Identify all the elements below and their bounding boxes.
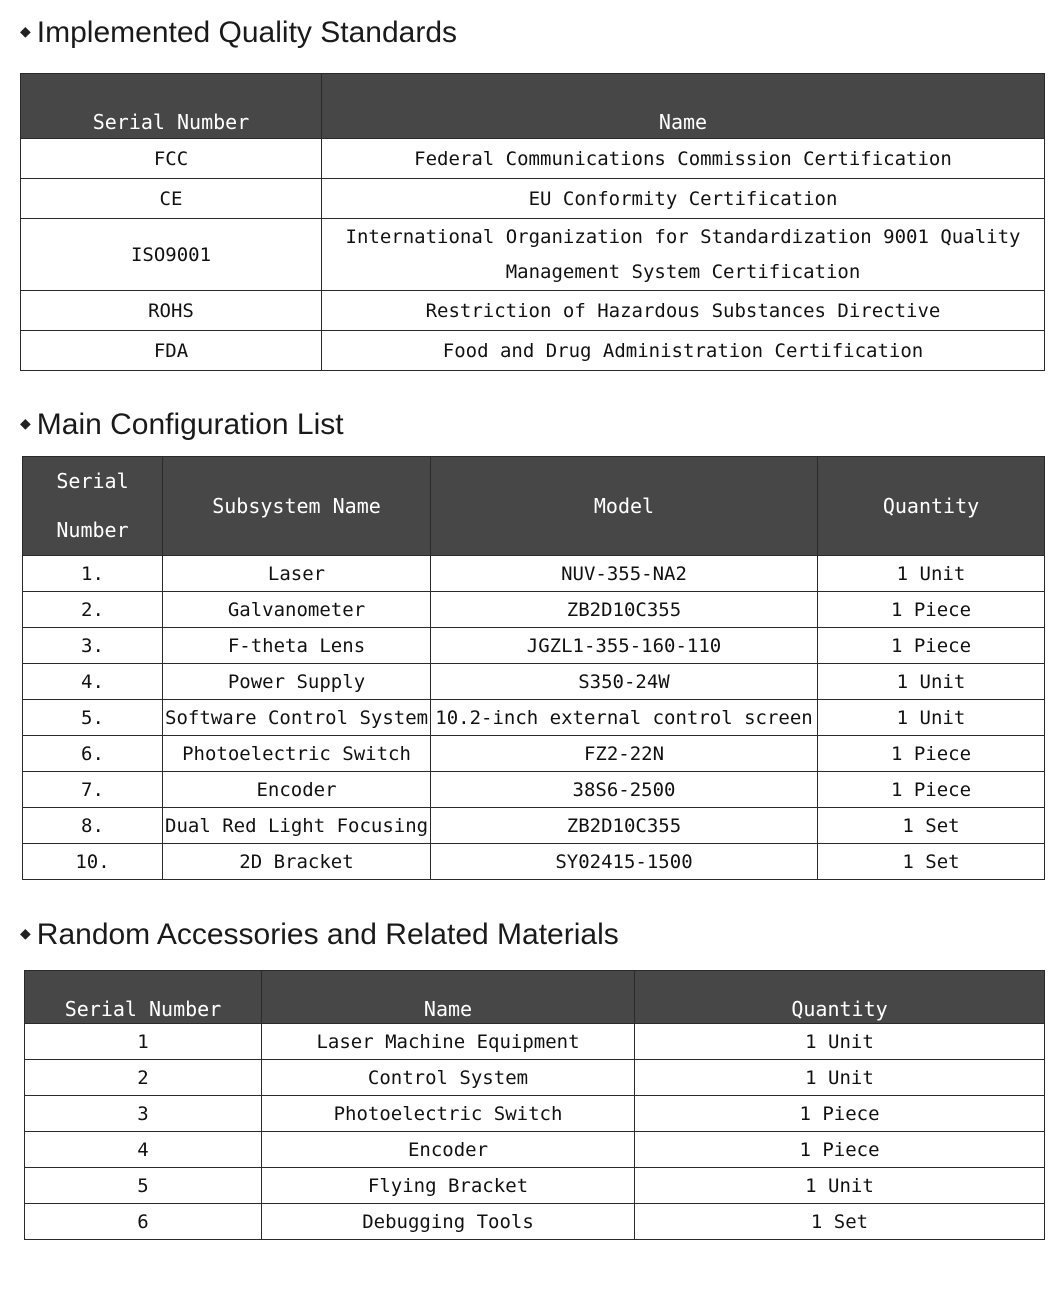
section-title-text: Implemented Quality Standards	[36, 16, 458, 49]
section-title-quality-standards	[20, 16, 457, 50]
table-row	[25, 1168, 1045, 1204]
cell-serial: ISO9001	[21, 219, 322, 291]
header-serial-number: Serial Number	[21, 74, 322, 139]
cell-quantity: 1 Piece	[818, 772, 1045, 808]
cell-quantity: 1 Set	[818, 808, 1045, 844]
cell-name: Laser Machine Equipment	[262, 1024, 635, 1060]
diamond-bullet-icon: ◆	[20, 924, 31, 941]
cell-model: ZB2D10C355	[431, 592, 818, 628]
cell-quantity: 1 Unit	[818, 664, 1045, 700]
cell-serial: ROHS	[21, 291, 322, 331]
table-row	[23, 700, 1045, 736]
table-header-row	[25, 971, 1045, 1024]
cell-subsystem-name: Software Control System	[163, 700, 431, 736]
header-serial-number: Serial Number	[23, 457, 163, 556]
cell-serial: 4	[25, 1132, 262, 1168]
table-row	[25, 1060, 1045, 1096]
table-row	[23, 808, 1045, 844]
cell-serial: 6	[25, 1204, 262, 1240]
table-row	[25, 1132, 1045, 1168]
cell-serial: 10.	[23, 844, 163, 880]
cell-name: Flying Bracket	[262, 1168, 635, 1204]
cell-serial: 2	[25, 1060, 262, 1096]
cell-name: Encoder	[262, 1132, 635, 1168]
random-accessories-table	[24, 970, 1045, 1240]
table-row	[23, 772, 1045, 808]
cell-model: S350-24W	[431, 664, 818, 700]
cell-serial: 1	[25, 1024, 262, 1060]
cell-subsystem-name: Dual Red Light Focusing	[163, 808, 431, 844]
cell-subsystem-name: 2D Bracket	[163, 844, 431, 880]
table-row	[23, 844, 1045, 880]
cell-subsystem-name: Laser	[163, 556, 431, 592]
cell-serial: 5	[25, 1168, 262, 1204]
cell-subsystem-name: F-theta Lens	[163, 628, 431, 664]
cell-model: JGZL1-355-160-110	[431, 628, 818, 664]
table-row	[25, 1024, 1045, 1060]
cell-serial: 3	[25, 1096, 262, 1132]
cell-serial: 5.	[23, 700, 163, 736]
cell-quantity: 1 Unit	[635, 1168, 1045, 1204]
cell-serial: 8.	[23, 808, 163, 844]
cell-name: Federal Communications Commission Certification	[322, 139, 1045, 179]
cell-quantity: 1 Unit	[818, 556, 1045, 592]
table-row	[23, 592, 1045, 628]
cell-quantity: 1 Piece	[818, 736, 1045, 772]
cell-serial: CE	[21, 179, 322, 219]
cell-name: Photoelectric Switch	[262, 1096, 635, 1132]
cell-quantity: 1 Piece	[818, 592, 1045, 628]
cell-quantity: 1 Set	[635, 1204, 1045, 1240]
table-row	[21, 291, 1045, 331]
table-header-row	[23, 457, 1045, 556]
cell-serial: 7.	[23, 772, 163, 808]
cell-model: SY02415-1500	[431, 844, 818, 880]
cell-subsystem-name: Encoder	[163, 772, 431, 808]
section-title-random-accessories	[20, 918, 619, 952]
section-title-main-configuration	[20, 408, 344, 442]
cell-name: Debugging Tools	[262, 1204, 635, 1240]
table-row	[25, 1204, 1045, 1240]
header-name: Name	[322, 74, 1045, 139]
header-name: Name	[262, 971, 635, 1024]
cell-quantity: 1 Piece	[635, 1132, 1045, 1168]
header-serial-number: Serial Number	[25, 971, 262, 1024]
cell-serial: 1.	[23, 556, 163, 592]
cell-quantity: 1 Set	[818, 844, 1045, 880]
cell-name: Control System	[262, 1060, 635, 1096]
cell-model: 38S6-2500	[431, 772, 818, 808]
cell-name: International Organization for Standardization 9001 Quality Management System Certification	[322, 219, 1045, 291]
header-quantity: Quantity	[635, 971, 1045, 1024]
header-subsystem-name: Subsystem Name	[163, 457, 431, 556]
cell-serial: 4.	[23, 664, 163, 700]
cell-subsystem-name: Galvanometer	[163, 592, 431, 628]
cell-quantity: 1 Piece	[818, 628, 1045, 664]
table-row	[23, 556, 1045, 592]
cell-serial: 6.	[23, 736, 163, 772]
cell-serial: FCC	[21, 139, 322, 179]
table-row	[23, 628, 1045, 664]
cell-quantity: 1 Unit	[635, 1024, 1045, 1060]
cell-model: FZ2-22N	[431, 736, 818, 772]
cell-serial: FDA	[21, 331, 322, 371]
cell-quantity: 1 Unit	[818, 700, 1045, 736]
cell-model: 10.2-inch external control screen	[431, 700, 818, 736]
cell-serial: 2.	[23, 592, 163, 628]
main-configuration-table	[22, 456, 1045, 880]
header-quantity: Quantity	[818, 457, 1045, 556]
table-row	[21, 331, 1045, 371]
cell-subsystem-name: Power Supply	[163, 664, 431, 700]
table-row	[21, 139, 1045, 179]
table-row	[23, 736, 1045, 772]
table-row	[21, 219, 1045, 291]
cell-quantity: 1 Unit	[635, 1060, 1045, 1096]
table-row	[25, 1096, 1045, 1132]
section-title-text: Random Accessories and Related Materials	[36, 918, 619, 951]
cell-serial: 3.	[23, 628, 163, 664]
section-title-text: Main Configuration List	[36, 408, 344, 441]
quality-standards-table	[20, 73, 1045, 371]
cell-name: EU Conformity Certification	[322, 179, 1045, 219]
table-row	[23, 664, 1045, 700]
diamond-bullet-icon: ◆	[20, 22, 31, 39]
diamond-bullet-icon: ◆	[20, 414, 31, 431]
cell-model: ZB2D10C355	[431, 808, 818, 844]
cell-subsystem-name: Photoelectric Switch	[163, 736, 431, 772]
table-row	[21, 179, 1045, 219]
cell-quantity: 1 Piece	[635, 1096, 1045, 1132]
cell-name: Restriction of Hazardous Substances Directive	[322, 291, 1045, 331]
cell-name: Food and Drug Administration Certification	[322, 331, 1045, 371]
header-model: Model	[431, 457, 818, 556]
table-header-row	[21, 74, 1045, 139]
cell-model: NUV-355-NA2	[431, 556, 818, 592]
